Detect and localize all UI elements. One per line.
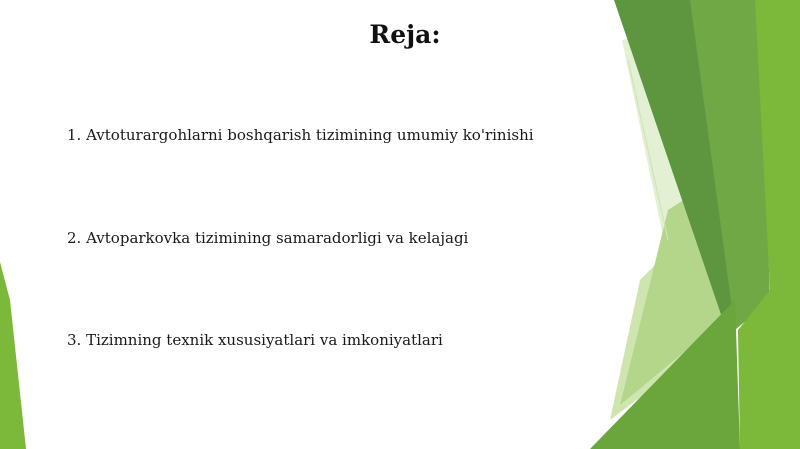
left-edge-sliver (0, 262, 26, 449)
plan-item-3: 3. Tizimning texnik xususiyatlari va imkoniyatlari (67, 331, 443, 349)
plan-item-1: 1. Avtoturargohlarni boshqarish tizimining umumiy ko'rinishi (67, 126, 534, 144)
slide-title: Reja: (369, 20, 441, 49)
plan-item-2: 2. Avtoparkovka tizimining samaradorligi va kelajagi (67, 229, 469, 247)
